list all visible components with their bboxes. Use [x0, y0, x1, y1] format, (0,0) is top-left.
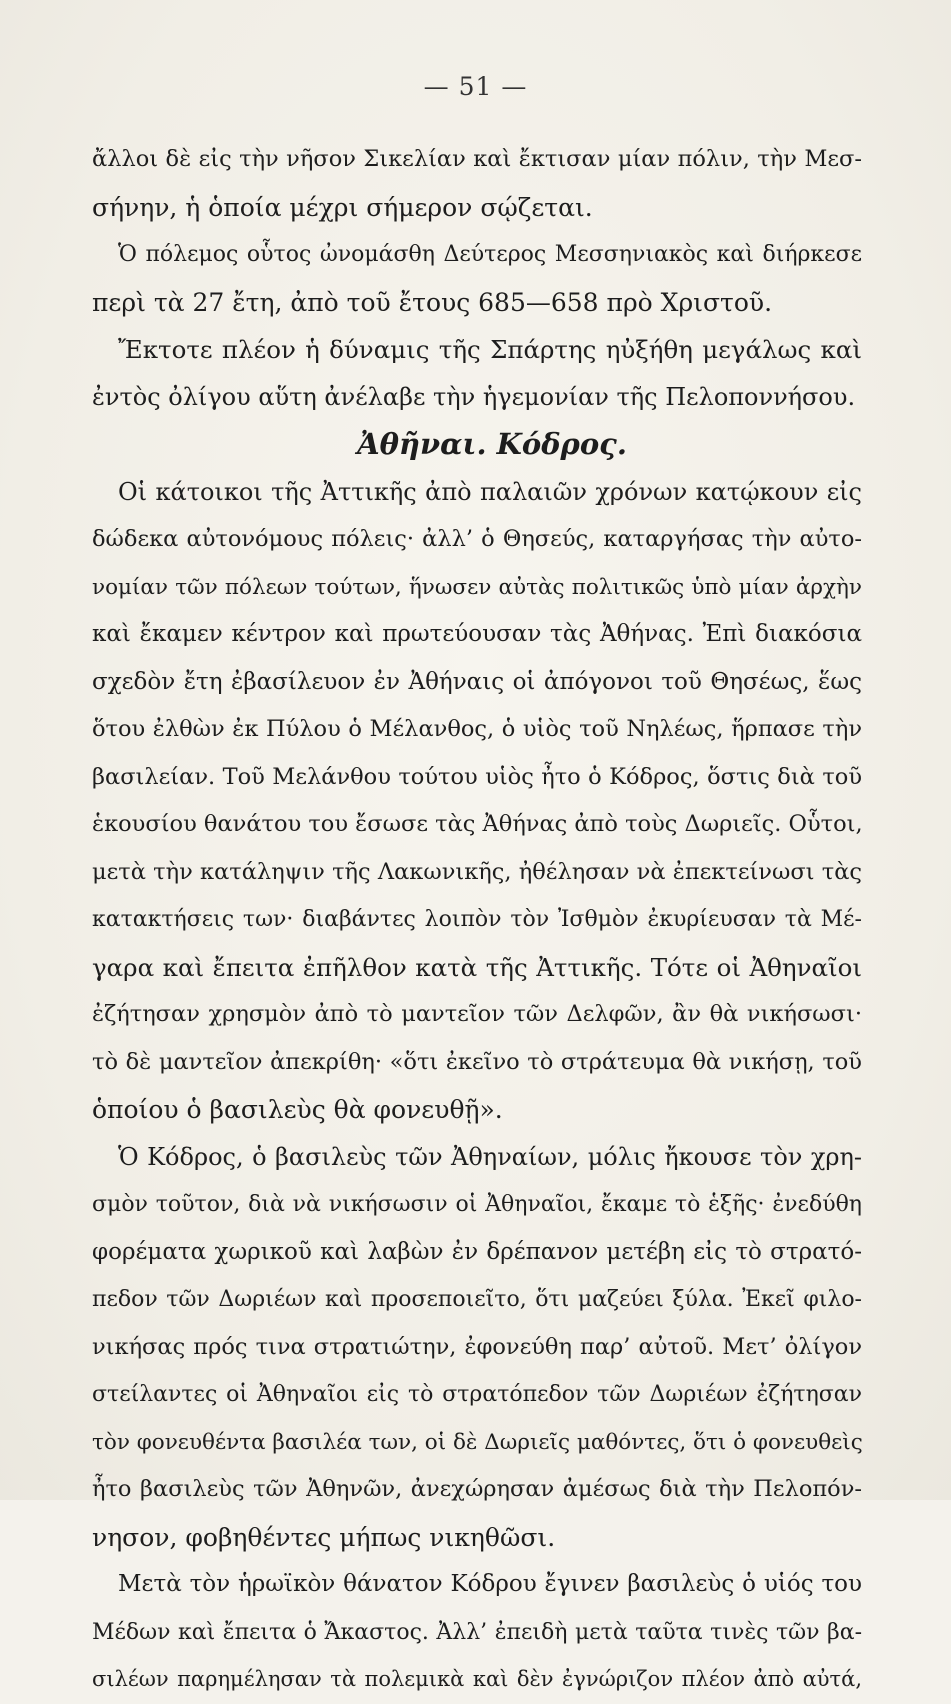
text-line: βασιλείαν. Τοῦ Μελάνθου τούτου υἱὸς ἦτο ὁ Κόδρος, ὅστις διὰ τοῦ — [92, 763, 862, 790]
section-heading: Ἀθῆναι. Κόδρος. — [357, 427, 627, 461]
text-line: ἐζήτησαν χρησμὸν ἀπὸ τὸ μαντεῖον τῶν Δελφῶν, ἂν θὰ νικήσωσι· — [92, 1001, 862, 1027]
text-line: φορέματα χωρικοῦ καὶ λαβὼν ἐν δρέπανον μετέβη εἰς τὸ στρατό- — [92, 1238, 862, 1265]
text-line: μετὰ τὴν κατάληψιν τῆς Λακωνικῆς, ἠθέλησαν νὰ ἐπεκτείνωσι τὰς — [92, 858, 862, 885]
text-line: σιλέων παρημέλησαν τὰ πολεμικὰ καὶ δὲν ἐγνώριζον πλέον ἀπὸ αὐτά, — [92, 1667, 862, 1691]
text-line: γαρα καὶ ἔπειτα ἐπῆλθον κατὰ τῆς Ἀττικῆς. Τότε οἱ Ἀθηναῖοι — [92, 952, 862, 982]
text-line: νομίαν τῶν πόλεων τούτων, ἥνωσεν αὐτὰς πολιτικῶς ὑπὸ μίαν ἀρχὴν — [92, 574, 862, 600]
text-line: ὁποίου ὁ βασιλεὺς θὰ φονευθῇ». — [92, 1095, 503, 1124]
text-line: ἄλλοι δὲ εἰς τὴν νῆσον Σικελίαν καὶ ἔκτισαν μίαν πόλιν, τὴν Μεσ- — [92, 146, 862, 172]
text-line: νικήσας πρός τινα στρατιώτην, ἐφονεύθη παρ’ αὐτοῦ. Μετ’ ὀλίγον — [92, 1333, 862, 1360]
text-line: τὸν φονευθέντα βασιλέα των, οἱ δὲ Δωριεῖς μαθόντες, ὅτι ὁ φονευθεὶς — [92, 1429, 863, 1455]
text-line: ὅτου ἐλθὼν ἐκ Πύλου ὁ Μέλανθος, ὁ υἱὸς τοῦ Νηλέως, ἥρπασε τὴν — [92, 716, 862, 742]
text-line: Ἔκτοτε πλέον ἡ δύναμις τῆς Σπάρτης ηὐξήθη μεγάλως καὶ — [118, 335, 862, 364]
text-line: νησον, φοβηθέντες μήπως νικηθῶσι. — [92, 1522, 556, 1552]
text-line: τὸ δὲ μαντεῖον ἀπεκρίθη· «ὅτι ἐκεῖνο τὸ στράτευμα θὰ νικήσῃ, τοῦ — [92, 1048, 862, 1075]
text-line: πεδον τῶν Δωριέων καὶ προσεποιεῖτο, ὅτι μαζεύει ξύλα. Ἐκεῖ φιλο- — [92, 1287, 862, 1312]
body-text — [92, 136, 862, 1704]
text-line: σήνην, ἡ ὁποία μέχρι σήμερον σῴζεται. — [92, 192, 593, 222]
text-line: στείλαντες οἱ Ἀθηναῖοι εἰς τὸ στρατόπεδον τῶν Δωριέων ἐζήτησαν — [92, 1382, 862, 1407]
text-line: περὶ τὰ 27 ἔτη, ἀπὸ τοῦ ἔτους 685—658 πρὸ Χριστοῦ. — [92, 287, 773, 317]
text-line: καὶ ἔκαμεν κέντρον καὶ πρωτεύουσαν τὰς Ἀθήνας. Ἐπὶ διακόσια — [92, 621, 862, 647]
text-line: ἑκουσίου θανάτου του ἔσωσε τὰς Ἀθήνας ἀπὸ τοὺς Δωριεῖς. Οὗτοι, — [92, 811, 863, 837]
text-line: ἦτο βασιλεὺς τῶν Ἀθηνῶν, ἀνεχώρησαν ἀμέσως διὰ τὴν Πελοπόν- — [92, 1476, 862, 1502]
text-line: Οἱ κάτοικοι τῆς Ἀττικῆς ἀπὸ παλαιῶν χρόνων κατῴκουν εἰς — [118, 477, 862, 506]
text-line: κατακτήσεις των· διαβάντες λοιπὸν τὸν Ἰσθμὸν ἐκυρίευσαν τὰ Μέ- — [92, 907, 862, 932]
text-line: Μετὰ τὸν ἡρωϊκὸν θάνατον Κόδρου ἔγινεν βασιλεὺς ὁ υἱός του — [118, 1571, 862, 1597]
text-line: ἐντὸς ὀλίγου αὕτη ἀνέλαβε τὴν ἡγεμονίαν τῆς Πελοποννήσου. — [92, 382, 856, 411]
text-line: Ὁ Κόδρος, ὁ βασιλεὺς τῶν Ἀθηναίων, μόλις ἤκουσε τὸν χρη- — [118, 1142, 862, 1171]
page-number: — 51 — — [423, 72, 528, 101]
text-line: Ὁ πόλεμος οὗτος ὠνομάσθη Δεύτερος Μεσσηνιακὸς καὶ διήρκεσε — [118, 242, 862, 267]
text-line: σμὸν τοῦτον, διὰ νὰ νικήσωσιν οἱ Ἀθηναῖοι, ἔκαμε τὸ ἑξῆς· ἐνεδύθη — [92, 1192, 862, 1217]
text-line: Μέδων καὶ ἔπειτα ὁ Ἄκαστος. Ἀλλ’ ἐπειδὴ μετὰ ταῦτα τινὲς τῶν βα- — [92, 1619, 862, 1645]
text-line: δώδεκα αὐτονόμους πόλεις· ἀλλ’ ὁ Θησεύς, καταργήσας τὴν αὐτο- — [92, 526, 862, 552]
text-line: σχεδὸν ἔτη ἐβασίλευον ἐν Ἀθήναις οἱ ἀπόγονοι τοῦ Θησέως, ἕως — [92, 668, 862, 695]
